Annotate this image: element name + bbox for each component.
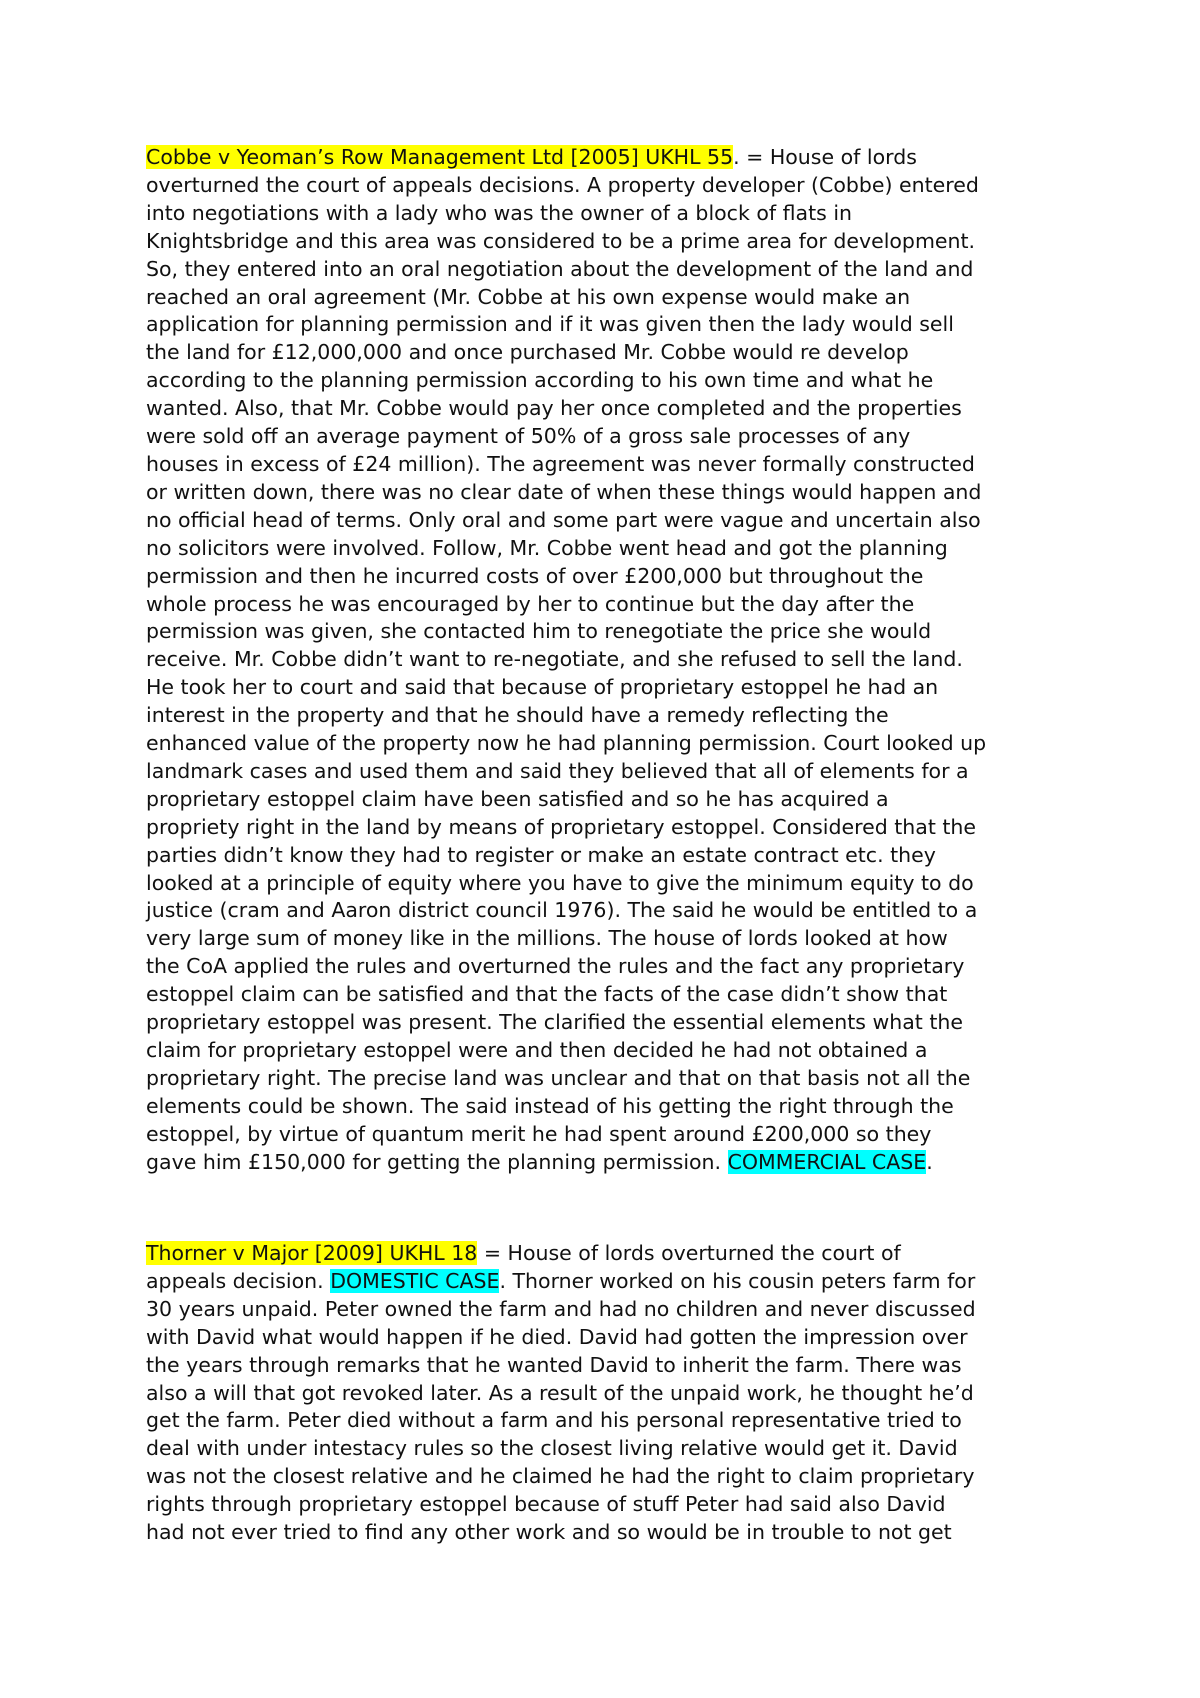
text-run: wanted. Also, that Mr. Cobbe would pay her once completed and the properties xyxy=(146,396,962,421)
text-line xyxy=(146,451,1076,479)
text-run: . Thorner worked on his cousin peters farm for xyxy=(499,1268,976,1293)
text-run: were sold off an average payment of 50% of a gross sale processes of any xyxy=(146,424,911,449)
case-type-highlight: COMMERCIAL CASE xyxy=(727,1149,927,1174)
text-run: . = House of lords xyxy=(733,145,917,169)
text-run: permission was given, she contacted him to renegotiate the price she would xyxy=(146,619,932,644)
text-line xyxy=(146,1065,1076,1093)
text-run: appeals decision. xyxy=(146,1268,331,1293)
text-run: claim for proprietary estoppel were and then decided he had not obtained a xyxy=(146,1038,928,1062)
text-line xyxy=(146,646,1076,674)
text-line xyxy=(146,842,1076,870)
case-type-highlight: DOMESTIC CASE xyxy=(330,1268,500,1293)
text-line xyxy=(146,1352,1076,1380)
text-line xyxy=(146,870,1076,898)
case-paragraph-thorner xyxy=(146,1240,1076,1547)
text-line xyxy=(146,1407,1076,1435)
text-line xyxy=(146,200,1076,228)
text-run: He took her to court and said that because of proprietary estoppel he had an xyxy=(146,675,939,700)
text-run: gave him £150,000 for getting the planning permission. xyxy=(146,1149,728,1174)
text-line xyxy=(146,1435,1076,1463)
text-run: . xyxy=(926,1149,933,1174)
case-citation-highlight: Cobbe v Yeoman’s Row Management Ltd [2005] UKHL 55 xyxy=(146,145,734,169)
text-line xyxy=(146,1519,1076,1547)
text-run: enhanced value of the property now he had planning permission. Court looked up xyxy=(146,731,987,756)
text-run: rights through proprietary estoppel because of stuff Peter had said also David xyxy=(146,1492,946,1517)
text-line xyxy=(146,172,1076,200)
text-line xyxy=(146,702,1076,730)
text-line xyxy=(146,1268,1076,1296)
text-run: or written down, there was no clear date of when these things would happen and xyxy=(146,479,982,504)
text-line xyxy=(146,1463,1076,1491)
text-run: proprietary estoppel was present. The clarified the essential elements what the xyxy=(146,1010,964,1035)
text-run: reached an oral agreement (Mr. Cobbe at his own expense would make an xyxy=(146,284,911,309)
text-line xyxy=(146,367,1076,395)
text-line xyxy=(146,1093,1076,1121)
text-run: overturned the court of appeals decisions. A property developer (Cobbe) entered xyxy=(146,172,979,197)
text-line xyxy=(146,1324,1076,1352)
text-run: estoppel claim can be satisfied and that the facts of the case didn’t show that xyxy=(146,982,948,1007)
text-line xyxy=(146,1240,1076,1268)
text-run: into negotiations with a lady who was the owner of a block of flats in xyxy=(146,200,853,225)
text-run: receive. Mr. Cobbe didn’t want to re-negotiate, and she refused to sell the land. xyxy=(146,647,963,672)
text-run: So, they entered into an oral negotiation about the development of the land and xyxy=(146,256,974,281)
text-line xyxy=(146,395,1076,423)
text-run: the years through remarks that he wanted David to inherit the farm. There was xyxy=(146,1352,962,1377)
text-line xyxy=(146,423,1076,451)
text-run: proprietary estoppel claim have been satisfied and so he has acquired a xyxy=(146,786,889,811)
text-run: elements could be shown. The said instead of his getting the right through the xyxy=(146,1093,954,1118)
text-run: no solicitors were involved. Follow, Mr. Cobbe went head and got the planning xyxy=(146,535,948,560)
text-run: houses in excess of £24 million). The agreement was never formally constructed xyxy=(146,451,975,476)
text-line xyxy=(146,786,1076,814)
text-run: with David what would happen if he died. David had gotten the impression over xyxy=(146,1324,968,1349)
text-line xyxy=(146,1149,1076,1177)
text-run: also a will that got revoked later. As a result of the unpaid work, he thought he’d xyxy=(146,1380,974,1405)
text-run: = House of lords overturned the court of xyxy=(477,1241,901,1265)
text-run: deal with under intestacy rules so the closest living relative would get it. David xyxy=(146,1436,958,1461)
text-run: application for planning permission and if it was given then the lady would sell xyxy=(146,312,954,337)
text-line xyxy=(146,1121,1076,1149)
text-line xyxy=(146,1296,1076,1324)
text-run: get the farm. Peter died without a farm and his personal representative tried to xyxy=(146,1408,962,1433)
text-line xyxy=(146,1037,1076,1065)
text-run: propriety right in the land by means of proprietary estoppel. Considered that the xyxy=(146,814,977,839)
text-line xyxy=(146,953,1076,981)
text-run: permission and then he incurred costs of over £200,000 but throughout the xyxy=(146,563,924,588)
text-run: interest in the property and that he should have a remedy reflecting the xyxy=(146,703,889,728)
text-line xyxy=(146,507,1076,535)
text-run: had not ever tried to find any other work and so would be in trouble to not get xyxy=(146,1520,952,1545)
text-line xyxy=(146,284,1076,312)
text-run: proprietary right. The precise land was unclear and that on that basis not all the xyxy=(146,1065,971,1090)
text-line xyxy=(146,1380,1076,1408)
text-line xyxy=(146,339,1076,367)
text-line xyxy=(146,256,1076,284)
text-line xyxy=(146,674,1076,702)
text-line xyxy=(146,228,1076,256)
text-run: according to the planning permission according to his own time and what he xyxy=(146,368,934,393)
text-line xyxy=(146,591,1076,619)
text-line xyxy=(146,758,1076,786)
text-run: estoppel, by virtue of quantum merit he had spent around £200,000 so they xyxy=(146,1121,932,1146)
text-run: Knightsbridge and this area was considered to be a prime area for development. xyxy=(146,228,976,253)
text-line xyxy=(146,1009,1076,1037)
text-line xyxy=(146,981,1076,1009)
text-line xyxy=(146,925,1076,953)
text-run: whole process he was encouraged by her to continue but the day after the xyxy=(146,591,915,616)
text-line xyxy=(146,897,1076,925)
text-run: parties didn’t know they had to register or make an estate contract etc. they xyxy=(146,842,936,867)
text-line xyxy=(146,814,1076,842)
text-run: the CoA applied the rules and overturned the rules and the fact any proprietary xyxy=(146,954,965,979)
text-line xyxy=(146,730,1076,758)
text-line xyxy=(146,563,1076,591)
text-line xyxy=(146,618,1076,646)
text-line xyxy=(146,144,1076,172)
text-run: the land for £12,000,000 and once purchased Mr. Cobbe would re develop xyxy=(146,340,909,365)
case-paragraph-cobbe xyxy=(146,144,1076,1177)
text-run: no official head of terms. Only oral and some part were vague and uncertain also xyxy=(146,507,981,532)
text-run: 30 years unpaid. Peter owned the farm and had no children and never discussed xyxy=(146,1296,976,1321)
text-run: very large sum of money like in the millions. The house of lords looked at how xyxy=(146,926,948,951)
text-run: landmark cases and used them and said they believed that all of elements for a xyxy=(146,758,969,783)
text-line xyxy=(146,535,1076,563)
text-line xyxy=(146,1491,1076,1519)
case-citation-highlight: Thorner v Major [2009] UKHL 18 xyxy=(146,1241,478,1265)
text-line xyxy=(146,479,1076,507)
text-run: was not the closest relative and he claimed he had the right to claim proprietary xyxy=(146,1464,975,1489)
text-run: justice (cram and Aaron district council 1976). The said he would be entitled to a xyxy=(146,898,978,923)
text-run: looked at a principle of equity where you have to give the minimum equity to do xyxy=(146,870,974,895)
text-line xyxy=(146,311,1076,339)
